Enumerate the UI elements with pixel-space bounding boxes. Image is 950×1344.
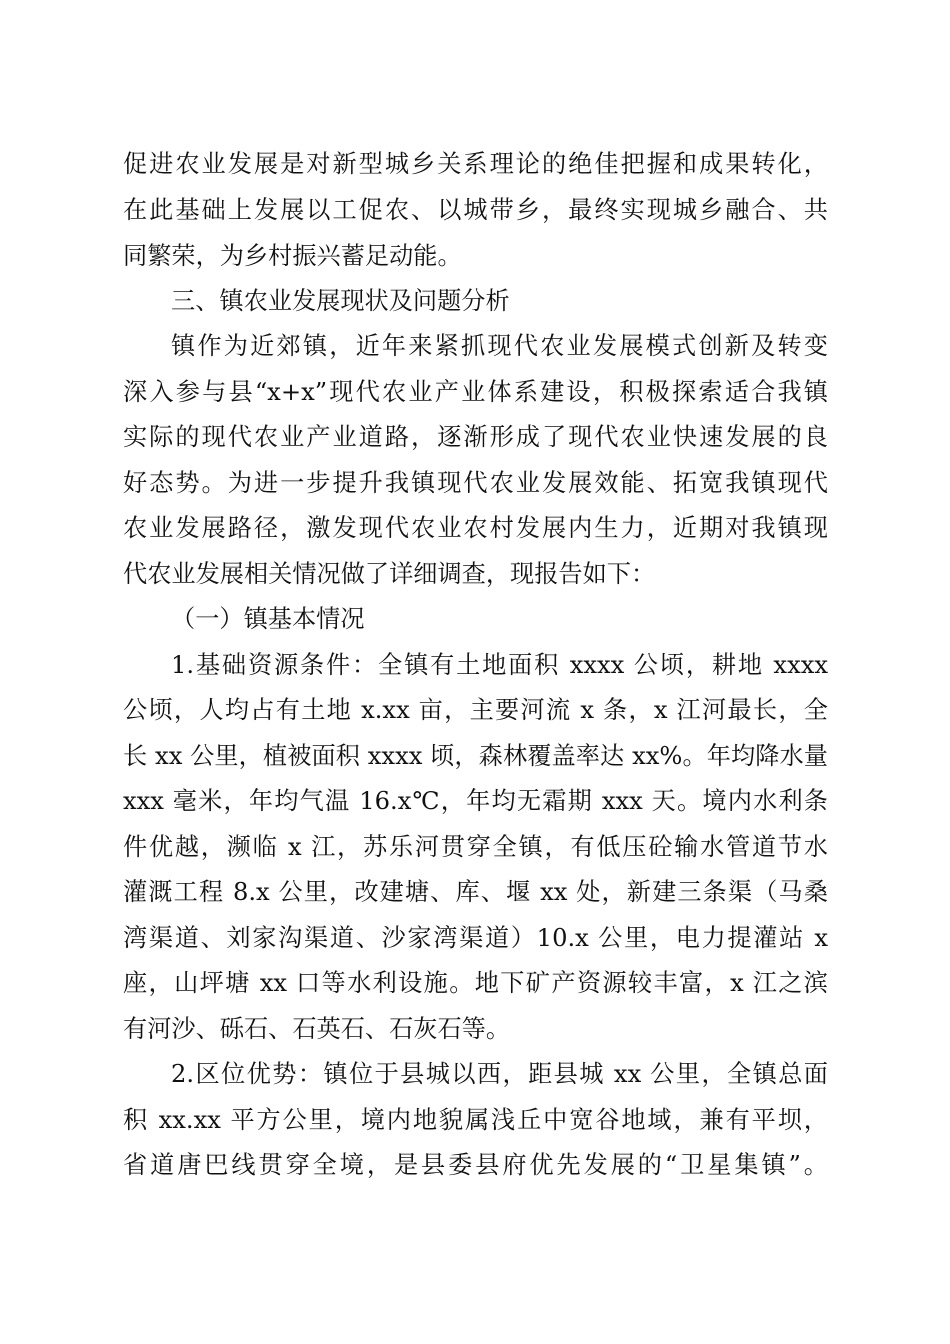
paragraph-line: 座，山坪塘 xx 口等水利设施。地下矿产资源较丰富，x 江之滨 [123, 969, 828, 997]
paragraph-line: 农业发展路径，激发现代农业农村发展内生力，近期对我镇现 [123, 514, 828, 542]
paragraph-line: 件优越，濒临 x 江，苏乐河贯穿全镇，有低压砼输水管道节水 [123, 833, 828, 861]
paragraph-line: 在此基础上发展以工促农、以城带乡，最终实现城乡融合、共 [123, 196, 828, 224]
paragraph-line: xxx 毫米，年均气温 16.x℃，年均无霜期 xxx 天。境内水利条 [123, 787, 828, 815]
paragraph-line: 灌溉工程 8.x 公里，改建塘、库、堰 xx 处，新建三条渠（马桑 [123, 878, 828, 906]
paragraph-line: 积 xx.xx 平方公里，境内地貌属浅丘中宽谷地域，兼有平坝， [123, 1106, 828, 1134]
paragraph-line: 镇作为近郊镇，近年来紧抓现代农业发展模式创新及转变 [171, 332, 828, 360]
subsection-heading: （一）镇基本情况 [171, 605, 365, 633]
paragraph-line: 好态势。为进一步提升我镇现代农业发展效能、拓宽我镇现代 [123, 469, 828, 497]
paragraph-line: 促进农业发展是对新型城乡关系理论的绝佳把握和成果转化， [123, 150, 828, 178]
paragraph-line: 公顷，人均占有土地 x.xx 亩，主要河流 x 条，x 江河最长，全 [123, 696, 828, 724]
paragraph-line: 长 xx 公里，植被面积 xxxx 顷，森林覆盖率达 xx%。年均降水量 [123, 742, 828, 770]
paragraph-line: 同繁荣，为乡村振兴蓄足动能。 [123, 242, 462, 270]
paragraph-line: 代农业发展相关情况做了详细调查，现报告如下： [123, 560, 656, 588]
paragraph-line: 2.区位优势：镇位于县城以西，距县城 xx 公里，全镇总面 [171, 1060, 828, 1088]
paragraph-line: 深入参与县“x+x”现代农业产业体系建设，积极探索适合我镇 [123, 378, 828, 406]
paragraph-line: 有河沙、砾石、石英石、石灰石等。 [123, 1015, 511, 1043]
section-heading: 三、镇农业发展现状及问题分析 [171, 287, 510, 315]
paragraph-line: 湾渠道、刘家沟渠道、沙家湾渠道）10.x 公里，电力提灌站 x [123, 924, 828, 952]
paragraph-line: 实际的现代农业产业道路，逐渐形成了现代农业快速发展的良 [123, 423, 828, 451]
paragraph-line: 1.基础资源条件：全镇有土地面积 xxxx 公顷，耕地 xxxx [171, 651, 828, 679]
paragraph-line: 省道唐巴线贯穿全境，是县委县府优先发展的“卫星集镇”。 [123, 1151, 828, 1179]
